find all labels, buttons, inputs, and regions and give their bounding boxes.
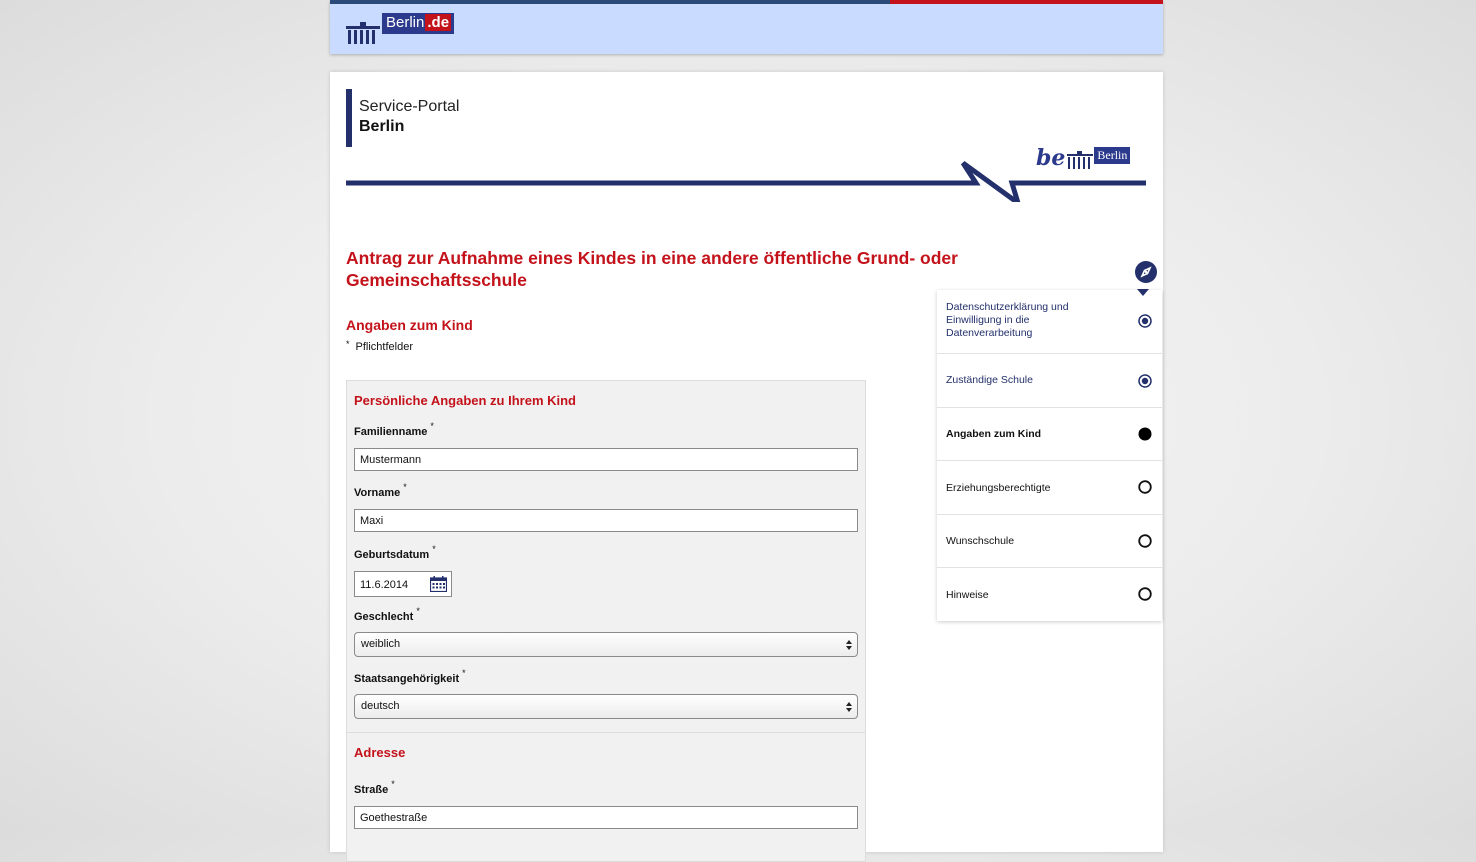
top-line-blue [330,0,890,4]
nav-item-label: Angaben zum Kind [946,428,1042,440]
geburtsdatum-field[interactable] [354,571,452,597]
geburtsdatum-label: Geburtsdatum * [354,544,436,561]
nav-item-datenschutz[interactable] [937,290,1162,354]
progress-navigation [937,290,1162,621]
staatsangehoerigkeit-value: deutsch [361,700,400,712]
step-todo-icon [1138,587,1152,601]
be-berlin-logo [1036,147,1130,169]
service-portal-logo[interactable] [346,89,459,147]
nav-item-label: Hinweise [946,589,989,601]
required-note-text: Pflichtfelder [355,341,413,353]
section-title: Angaben zum Kind [346,317,473,333]
required-fields-note [346,341,413,353]
step-todo-icon [1138,534,1152,548]
header-zigzag-line [346,152,1146,202]
required-star: * [346,339,350,349]
portal-title-line2: Berlin [359,118,405,135]
strasse-label: Straße * [354,779,395,796]
brandenburg-gate-icon [1067,151,1093,169]
be-berlin-pill: Berlin [1094,147,1130,164]
familienname-field[interactable]: Mustermann [354,448,858,471]
child-form [346,380,866,862]
select-arrows-icon [846,701,852,713]
vorname-label: Vorname * [354,482,407,499]
brandenburg-gate-icon [346,22,380,44]
top-banner [330,0,1163,54]
be-wordmark: be [1036,145,1066,171]
step-done-icon [1138,314,1152,328]
geschlecht-select[interactable] [354,632,858,657]
berlin-de-logo[interactable] [346,16,454,44]
nav-item-label: Datenschutzerklärung und Einwilligung in die Datenverarbeitung [946,301,1069,339]
step-done-icon [1138,374,1152,388]
step-todo-icon [1138,480,1152,494]
berlin-de-wordmark: Berlin .de [382,13,454,34]
nav-item-angaben-zum-kind[interactable] [937,408,1162,461]
select-arrows-icon [846,639,852,651]
portal-title-line1: Service-Portal [359,98,460,115]
compass-icon[interactable] [1135,261,1157,283]
address-title: Adresse [354,745,406,760]
geburtsdatum-value: 11.6.2014 [360,579,409,591]
geschlecht-value: weiblich [361,638,401,650]
step-active-icon [1138,427,1152,441]
familienname-label: Familienname * [354,421,434,438]
nav-item-hinweise[interactable] [937,568,1162,621]
nav-item-wunschschule[interactable] [937,515,1162,568]
strasse-field[interactable]: Goethestraße [354,806,858,829]
staatsangehoerigkeit-select[interactable] [354,694,858,719]
nav-item-label: Zuständige Schule [946,374,1033,386]
page-title: Antrag zur Aufnahme eines Kindes in eine andere öffentliche Grund- oder Gemeinschaftsschule [346,248,958,290]
nav-item-label: Wunschschule [946,535,1015,547]
fieldset-divider [347,732,865,733]
nav-item-label: Erziehungsberechtigte [946,482,1051,494]
nav-item-zustaendige-schule[interactable] [937,354,1162,408]
nav-item-erziehungsberechtigte[interactable] [937,461,1162,515]
staatsangehoerigkeit-label: Staatsangehörigkeit * [354,668,466,685]
top-line-red [890,0,1163,4]
calendar-icon[interactable] [430,576,447,592]
vorname-field[interactable]: Maxi [354,509,858,532]
personal-data-title: Persönliche Angaben zu Ihrem Kind [354,393,576,408]
geschlecht-label: Geschlecht * [354,606,420,623]
